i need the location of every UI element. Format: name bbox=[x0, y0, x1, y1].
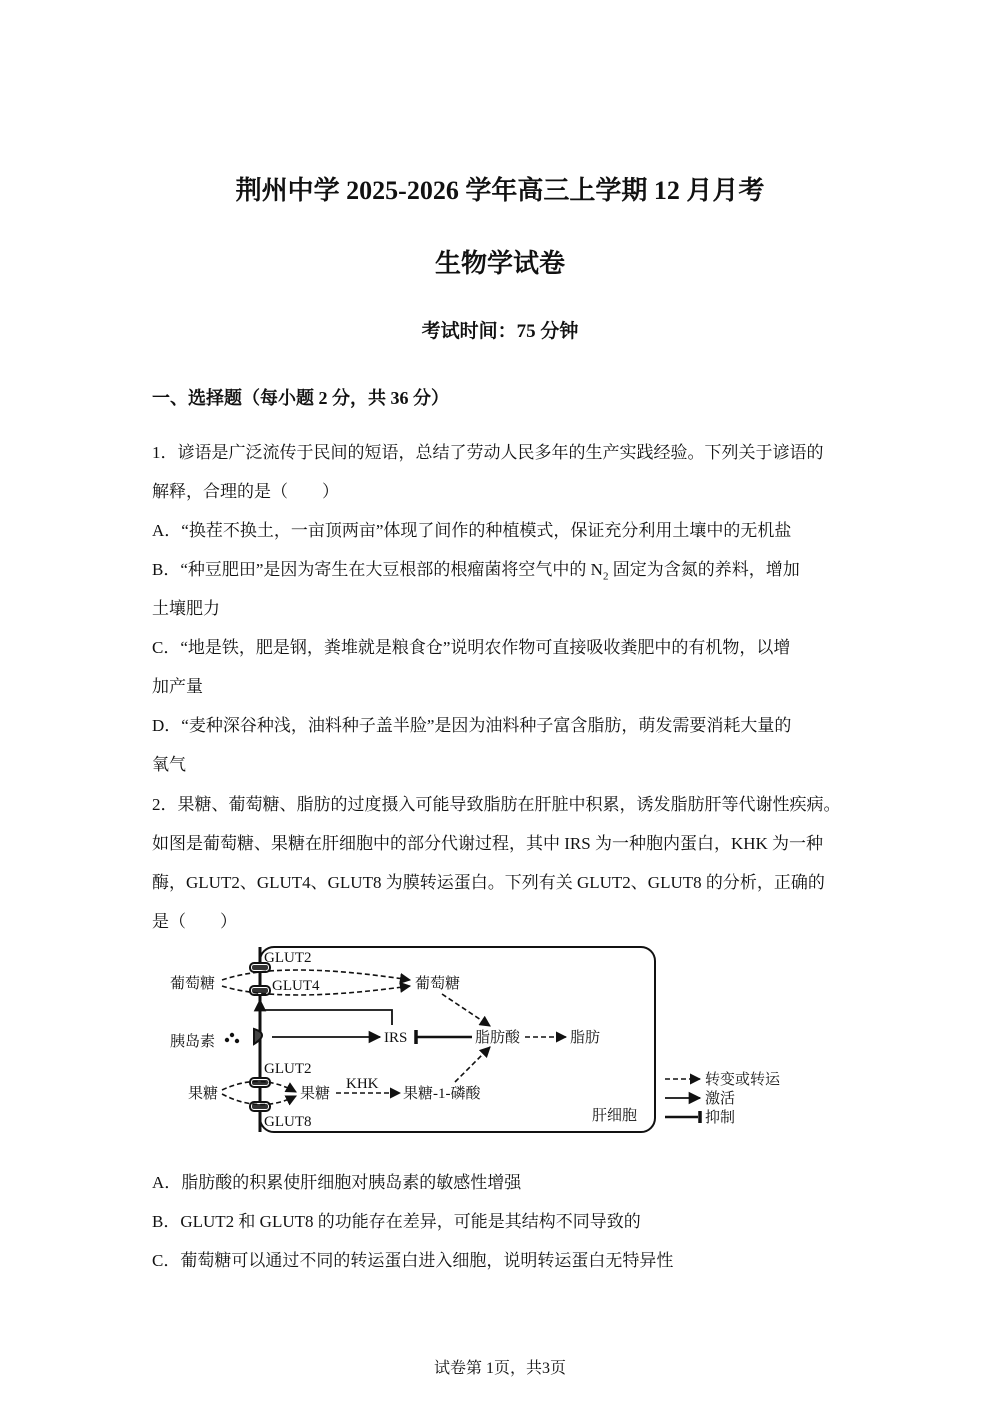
fatty-acid-label: 脂肪酸 bbox=[475, 1030, 521, 1046]
glut4-label: GLUT4 bbox=[272, 978, 320, 994]
irs-label: IRS bbox=[384, 1030, 408, 1046]
glut2-bottom-label: GLUT2 bbox=[264, 1061, 312, 1077]
fat-label: 脂肪 bbox=[570, 1030, 601, 1046]
q2-stem-line4: 是（ ） bbox=[152, 912, 237, 931]
q2-option-a: A．脂肪酸的积累使肝细胞对胰岛素的敏感性增强 bbox=[152, 1173, 522, 1192]
insulin-label: 胰岛素 bbox=[170, 1034, 216, 1050]
q1-option-d: D．“麦种深谷种浅，油料种子盖半脸”是因为油料种子富含脂肪，萌发需要消耗大量的 bbox=[152, 716, 792, 735]
q1-stem-line2: 解释，合理的是（ ） bbox=[152, 482, 339, 501]
q2-stem-line1: 2．果糖、葡萄糖、脂肪的过度摄入可能导致脂肪在肝脏中积累，诱发脂肪肝等代谢性疾病。 bbox=[152, 795, 841, 814]
q2-stem-line2: 如图是葡萄糖、果糖在肝细胞中的部分代谢过程，其中 IRS 为一种胞内蛋白，KHK 为一种 bbox=[152, 834, 824, 853]
q1-option-c-line2: 加产量 bbox=[152, 677, 203, 696]
figure-legend bbox=[665, 1071, 781, 1126]
q1-stem-line1: 1．谚语是广泛流传于民间的短语，总结了劳动人民多年的生产实践经验。下列关于谚语的 bbox=[152, 443, 824, 462]
legend-transform-label: 转变或转运 bbox=[705, 1072, 781, 1088]
fructose-outside-label: 果糖 bbox=[188, 1086, 219, 1102]
glut8-label: GLUT8 bbox=[264, 1114, 312, 1130]
q2-option-b: B．GLUT2 和 GLUT8 的功能存在差异，可能是其结构不同导致的 bbox=[152, 1212, 641, 1231]
q1-option-a: A．“换茬不换土，一亩顶两亩”体现了间作的种植模式，保证充分利用土壤中的无机盐 bbox=[152, 521, 792, 540]
page-footer: 试卷第 1页，共3页 bbox=[433, 1360, 566, 1377]
fructose-inside-label: 果糖 bbox=[300, 1086, 331, 1102]
legend-activate-label: 激活 bbox=[705, 1091, 736, 1107]
metabolism-figure bbox=[160, 942, 800, 1137]
khk-label: KHK bbox=[346, 1076, 379, 1092]
q2-stem-line3: 酶，GLUT2、GLUT4、GLUT8 为膜转运蛋白。下列有关 GLUT2、GLUT8 的分析，正确的 bbox=[152, 873, 825, 892]
exam-title: 荆州中学 2025-2026 学年高三上学期 12 月月考 bbox=[235, 176, 765, 205]
q1-option-c: C．“地是铁，肥是钢，粪堆就是粮食仓”说明农作物可直接吸收粪肥中的有机物，以增 bbox=[152, 638, 791, 657]
q1-option-b: B．“种豆肥田”是因为寄生在大豆根部的根瘤菌将空气中的 $N_2$ 固定为含氮的养料，增加 bbox=[152, 560, 800, 583]
exam-time: 考试时间：75 分钟 bbox=[421, 321, 579, 342]
section-heading: 一、选择题（每小题 2 分，共 36 分） bbox=[152, 388, 449, 408]
paper-subtitle: 生物学试卷 bbox=[434, 249, 565, 278]
glucose-outside-label: 葡萄糖 bbox=[170, 976, 216, 992]
q2-option-c: C．葡萄糖可以通过不同的转运蛋白进入细胞，说明转运蛋白无特异性 bbox=[152, 1251, 674, 1270]
fructose-1-phosphate-label: 果糖-1-磷酸 bbox=[403, 1086, 481, 1102]
q1-option-b-line2: 土壤肥力 bbox=[152, 599, 220, 618]
glut2-top-label: GLUT2 bbox=[264, 950, 312, 966]
glut4-transporter bbox=[250, 986, 270, 995]
glut2-bottom-transporter bbox=[250, 1078, 270, 1087]
legend-inhibit-label: 抑制 bbox=[705, 1110, 736, 1126]
glucose-inside-label: 葡萄糖 bbox=[415, 976, 461, 992]
q1-option-d-line2: 氧气 bbox=[152, 755, 186, 774]
liver-cell-label: 肝细胞 bbox=[592, 1108, 638, 1124]
